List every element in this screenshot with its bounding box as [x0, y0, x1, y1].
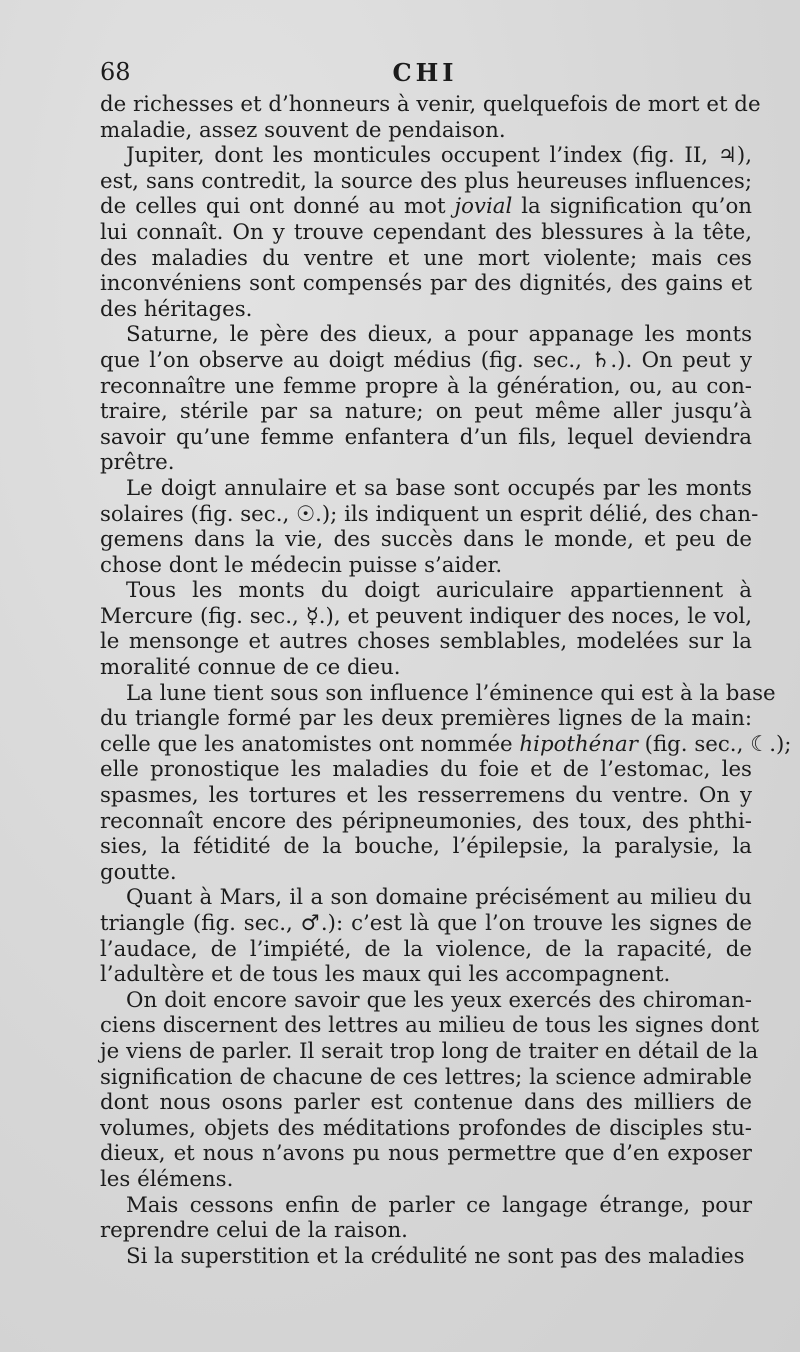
page-number: 68: [100, 58, 131, 86]
text-line: dieux, et nous n’avons pu nous permettre que d’en exposer: [100, 1141, 752, 1167]
running-title: CHI: [392, 58, 458, 87]
paragraph: [100, 1244, 752, 1270]
paragraph: [100, 143, 752, 322]
text-line: reconnaît encore des péripneumonies, des toux, des phthi-: [100, 808, 752, 834]
text-line: inconvéniens sont compensés par des dignités, des gains et: [100, 271, 752, 297]
text-line: des maladies du ventre et une mort violente; mais ces: [100, 245, 752, 271]
text-line: Mais cessons enfin de parler ce langage étrange, pour: [126, 1192, 752, 1218]
text-line: est, sans contredit, la source des plus heureuses influences;: [100, 168, 752, 194]
text-line: que l’on observe au doigt médius (fig. sec., ♄.). On peut y: [100, 347, 752, 373]
paragraph: [100, 680, 792, 886]
text-line: des héritages.: [100, 296, 253, 322]
paragraph: [100, 987, 760, 1193]
text-line: de richesses et d’honneurs à venir, quelquefois de mort et de: [100, 92, 761, 117]
text-line: Tous les monts du doigt auriculaire appartiennent à: [126, 578, 752, 604]
text-line: signification de chacune de ces lettres; la science admirable: [100, 1064, 752, 1090]
text-line: Mercure (fig. sec., ☿.), et peuvent indiquer des noces, le vol,: [100, 603, 752, 629]
body-text: [100, 92, 792, 1269]
text-line: chose dont le médecin puisse s’aider.: [100, 552, 503, 578]
text-line: maladie, assez souvent de pendaison.: [100, 117, 506, 143]
text-line: On doit encore savoir que les yeux exercés des chiroman-: [126, 987, 752, 1013]
text-line: Le doigt annulaire et sa base sont occupés par les monts: [126, 475, 752, 501]
running-head: [100, 58, 750, 88]
text-line: volumes, objets des méditations profondes de disciples stu-: [100, 1115, 752, 1141]
text-line: le mensonge et autres choses semblables, modelées sur la: [100, 629, 752, 655]
paragraph: [100, 885, 752, 987]
text-line: solaires (fig. sec., ☉.); ils indiquent un esprit délié, des chan-: [100, 501, 759, 527]
text-line: gemens dans la vie, des succès dans le monde, et peu de: [100, 527, 752, 553]
text-line: reconnaître une femme propre à la génération, ou, au con-: [100, 373, 752, 399]
text-line: du triangle formé par les deux premières lignes de la main:: [100, 706, 752, 732]
text-line: savoir qu’une femme enfantera d’un fils, lequel deviendra: [100, 424, 752, 450]
text-line: ciens discernent des lettres au milieu de tous les signes dont: [100, 1013, 760, 1039]
text-line: de celles qui ont donné au mot jovial la signification qu’on: [100, 194, 752, 220]
text-line: La lune tient sous son influence l’éminence qui est à la base: [126, 680, 776, 706]
text-line: spasmes, les tortures et les resserremens du ventre. On y: [100, 783, 752, 809]
text-line: Quant à Mars, il a son domaine précisément au milieu du: [126, 885, 752, 911]
text-line: moralité connue de ce dieu.: [100, 655, 401, 681]
text-line: lui connaît. On y trouve cependant des blessures à la tête,: [100, 219, 752, 245]
text-line: Jupiter, dont les monticules occupent l’index (fig. II, ♃),: [126, 143, 752, 169]
text-line: sies, la fétidité de la bouche, l’épilepsie, la paralysie, la: [100, 834, 752, 860]
paragraph: [100, 475, 759, 578]
text-line: goutte.: [100, 859, 177, 885]
text-line: l’adultère et de tous les maux qui les accompagnent.: [100, 962, 671, 988]
text-line: l’audace, de l’impiété, de la violence, de la rapacité, de: [100, 936, 752, 962]
text-line: reprendre celui de la raison.: [100, 1218, 408, 1244]
paragraph: [100, 92, 761, 143]
text-line: les élémens.: [100, 1166, 234, 1192]
text-line: dont nous osons parler est contenue dans des milliers de: [100, 1090, 752, 1116]
text-line: Saturne, le père des dieux, a pour appanage les monts: [126, 322, 752, 348]
paragraph: [100, 1193, 752, 1244]
text-line: elle pronostique les maladies du foie et de l’estomac, les: [100, 757, 752, 783]
paragraph: [100, 322, 752, 476]
text-line: prêtre.: [100, 450, 175, 476]
text-line: Si la superstition et la crédulité ne sont pas des maladies: [126, 1243, 745, 1269]
text-line: traire, stérile par sa nature; on peut même aller jusqu’à: [100, 399, 752, 425]
text-line: je viens de parler. Il serait trop long de traiter en détail de la: [100, 1038, 759, 1064]
text-line: celle que les anatomistes ont nommée hipothénar (fig. sec., ☾.);: [100, 731, 792, 757]
paragraph: [100, 578, 752, 680]
text-line: triangle (fig. sec., ♂.): c’est là que l’on trouve les signes de: [100, 911, 752, 936]
